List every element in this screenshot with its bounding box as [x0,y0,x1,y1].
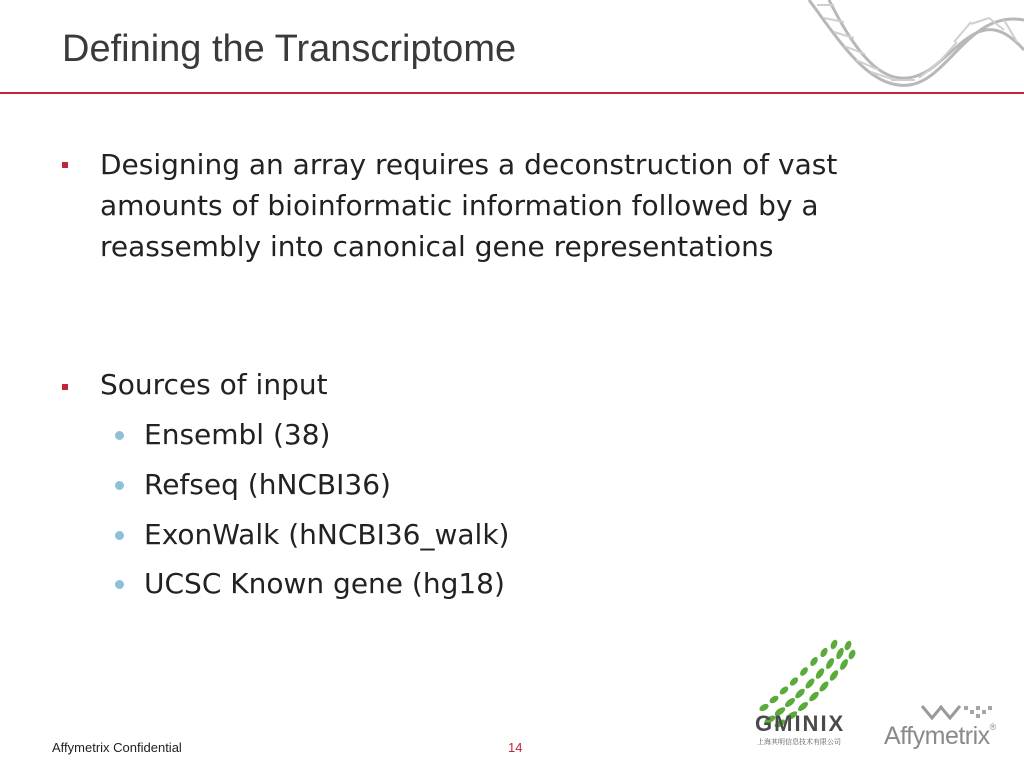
sub-list-item: Refseq (hNCBI36) [144,468,391,501]
sub-list-item: UCSC Known gene (hg18) [144,567,505,600]
slide-title: Defining the Transcriptome [62,28,517,70]
registered-mark: ® [989,722,996,732]
square-bullet-icon [62,162,68,168]
dot-bullet-icon [115,481,124,490]
dot-bullet-icon [115,531,124,540]
sub-list-item: ExonWalk (hNCBI36_walk) [144,518,510,551]
dot-bullet-icon [115,431,124,440]
affymetrix-name: Affymetrix [884,722,990,750]
gminix-wordmark: GMINIX [755,711,846,736]
bullet-item: Designing an array requires a deconstruction of vast amounts of bioinformatic information followed by a reassembly into canonical gene representations [100,148,838,263]
dot-bullet-icon [115,580,124,589]
title-divider [0,92,1024,94]
square-bullet-icon [62,384,68,390]
affymetrix-wordmark [884,722,996,751]
bullet-item: Sources of input [100,368,328,401]
dna-helix-icon [799,0,1024,95]
sub-list-item: Ensembl (38) [144,418,331,451]
footer-confidential: Affymetrix Confidential [52,740,182,755]
page-number: 14 [508,740,523,755]
gminix-subtitle: 上海其明信息技术有限公司 [757,738,841,746]
